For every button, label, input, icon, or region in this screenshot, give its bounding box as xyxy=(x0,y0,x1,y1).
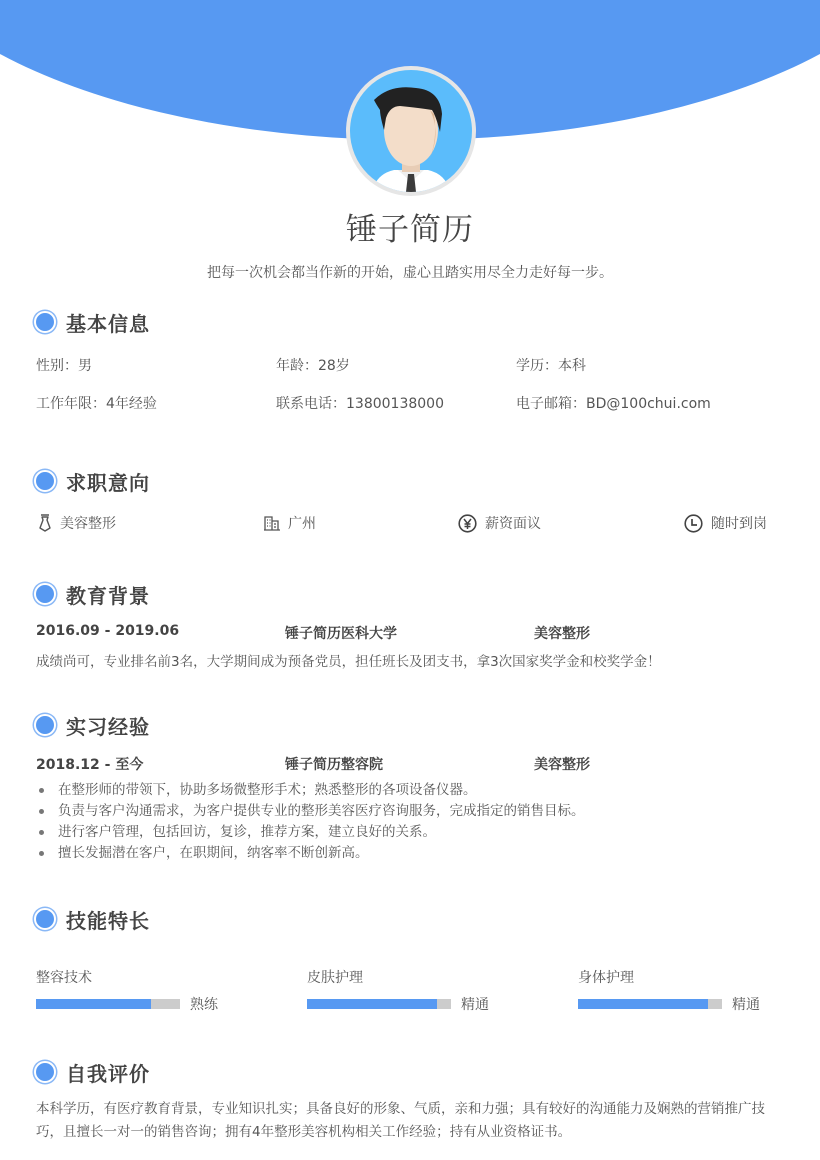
section-title: 自我评价 xyxy=(66,1061,150,1086)
skill-item xyxy=(307,968,537,1014)
gender: 性别：男 xyxy=(36,358,92,374)
intent-city xyxy=(264,513,316,533)
skill-progress-fill xyxy=(36,999,151,1009)
section-bullet-icon xyxy=(34,470,56,492)
internship-duties xyxy=(36,780,585,864)
section-job-intent xyxy=(34,467,150,495)
skill-level: 精通 xyxy=(732,997,760,1013)
list-item: 负责与客户沟通需求，为客户提供专业的整形美容医疗咨询服务，完成指定的销售目标。 xyxy=(36,801,585,822)
skill-name: 整容技术 xyxy=(36,970,92,986)
avatar xyxy=(346,66,476,196)
male-avatar-icon xyxy=(350,70,472,192)
education-period: 2016.09 - 2019.06 xyxy=(36,623,180,639)
skill-item xyxy=(578,968,808,1014)
section-bullet-icon xyxy=(34,908,56,930)
education-major: 美容整形 xyxy=(534,626,590,642)
section-bullet-icon xyxy=(34,583,56,605)
clock-icon xyxy=(684,514,703,533)
skill-progress-bar xyxy=(307,999,451,1009)
list-item: 进行客户管理，包括回访，复诊，推荐方案，建立良好的关系。 xyxy=(36,822,585,843)
skill-progress-bar xyxy=(578,999,722,1009)
internship-company: 锤子简历整容院 xyxy=(285,757,383,773)
phone: 联系电话：13800138000 xyxy=(276,396,444,412)
email: 电子邮箱：BD@100chui.com xyxy=(516,396,711,412)
section-bullet-icon xyxy=(34,311,56,333)
list-item: 在整形师的带领下，协助多场微整形手术；熟悉整形的各项设备仪器。 xyxy=(36,780,585,801)
section-bullet-icon xyxy=(34,714,56,736)
building-icon xyxy=(264,515,280,531)
intent-availability xyxy=(684,513,767,533)
section-bullet-icon xyxy=(34,1061,56,1083)
internship-position: 美容整形 xyxy=(534,757,590,773)
motto: 把每一次机会都当作新的开始，虚心且踏实用尽全力走好每一步。 xyxy=(207,265,613,281)
skill-progress-fill xyxy=(307,999,437,1009)
skill-progress-bar xyxy=(36,999,180,1009)
education-description: 成绩尚可，专业排名前3名，大学期间成为预备党员，担任班长及团支书，拿3次国家奖学金和校奖学金！ xyxy=(36,654,661,670)
section-title: 实习经验 xyxy=(66,714,150,739)
skill-progress-fill xyxy=(578,999,708,1009)
section-skills xyxy=(34,905,150,933)
skill-level: 精通 xyxy=(461,997,489,1013)
intent-label: 薪资面议 xyxy=(485,516,541,532)
section-title: 求职意向 xyxy=(66,470,150,495)
section-self-evaluation xyxy=(34,1058,150,1086)
education-level: 学历：本科 xyxy=(516,358,586,374)
skill-name: 身体护理 xyxy=(578,970,634,986)
internship-period: 2018.12 - 至今 xyxy=(36,757,144,773)
education-school: 锤子简历医科大学 xyxy=(285,626,397,642)
self-evaluation-text: 本科学历，有医疗教育背景，专业知识扎实；具备良好的形象、气质，亲和力强；具有较好的沟通能力及娴熟的营销推广技巧，且擅长一对一的销售咨询；拥有4年整形美容机构相关工作经验；持有从业资格证书。 xyxy=(36,1101,765,1140)
resume-name: 锤子简历 xyxy=(346,212,474,248)
skill-name: 皮肤护理 xyxy=(307,970,363,986)
section-basic-info xyxy=(34,308,150,336)
intent-salary xyxy=(458,513,541,533)
intent-label: 广州 xyxy=(288,516,316,532)
skill-level: 熟练 xyxy=(190,997,218,1013)
intent-label: 美容整形 xyxy=(60,516,116,532)
section-title: 教育背景 xyxy=(66,583,150,608)
section-title: 技能特长 xyxy=(66,908,150,933)
skill-item xyxy=(36,968,266,1014)
age: 年龄：28岁 xyxy=(276,358,350,374)
yen-icon xyxy=(458,514,477,533)
intent-position xyxy=(38,513,116,533)
section-title: 基本信息 xyxy=(66,311,150,336)
intent-label: 随时到岗 xyxy=(711,516,767,532)
section-internship xyxy=(34,711,150,739)
work-years: 工作年限：4年经验 xyxy=(36,396,157,412)
list-item: 擅长发掘潜在客户，在职期间，纳客率不断创新高。 xyxy=(36,843,585,864)
tie-icon xyxy=(38,514,52,532)
section-education xyxy=(34,580,150,608)
